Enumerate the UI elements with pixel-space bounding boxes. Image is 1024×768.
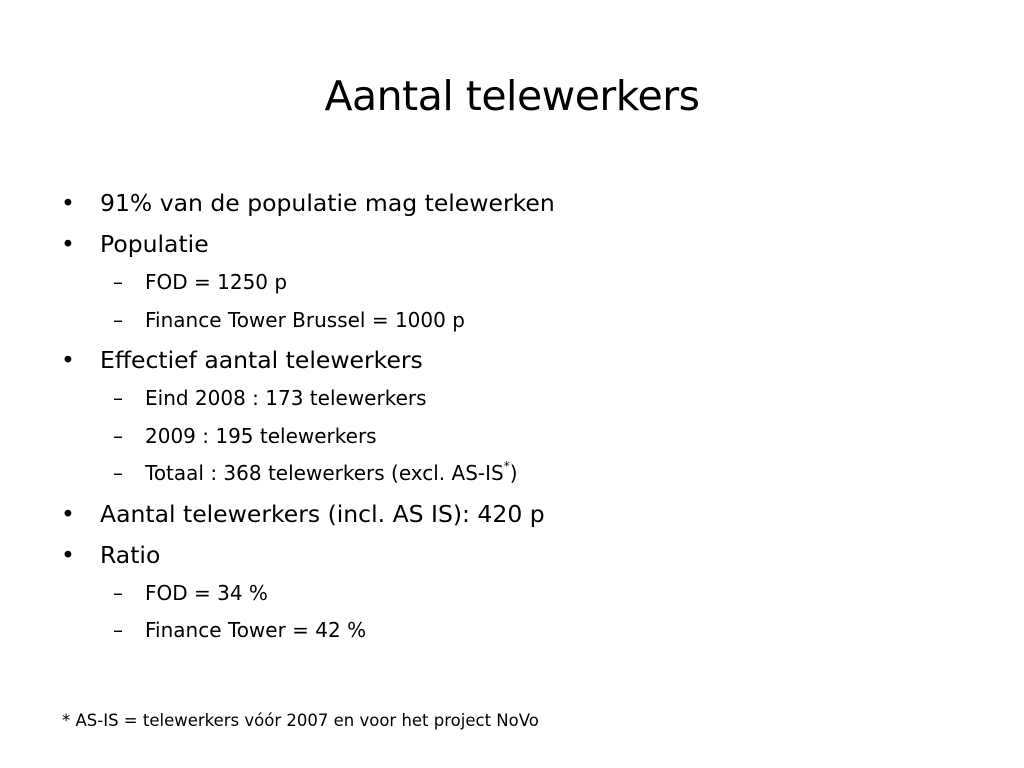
sub-item	[0, 615, 1024, 653]
bullet-marker: •	[61, 499, 75, 528]
sub-marker: –	[113, 580, 123, 605]
sub-item	[0, 305, 1024, 343]
sub-marker: –	[113, 423, 123, 448]
sub-item	[0, 421, 1024, 459]
bullet-marker: •	[61, 189, 75, 217]
sub-text: 2009 : 195 telewerkers	[145, 423, 377, 448]
sub-item	[0, 458, 1024, 496]
bullet-item	[0, 496, 1024, 537]
bullet-marker: •	[61, 230, 75, 258]
slide-title: Aantal telewerkers	[324, 72, 700, 120]
footnote-asterisk: *	[503, 459, 510, 474]
sub-text: FOD = 1250 p	[145, 270, 288, 294]
total-suffix: )	[509, 461, 518, 485]
total-prefix: Totaal : 368 telewerkers (excl. AS-IS	[145, 461, 504, 485]
bullet-item	[0, 342, 1024, 383]
sub-text: Eind 2008 : 173 telewerkers	[145, 386, 427, 410]
sub-marker: –	[113, 270, 123, 294]
bullet-list	[0, 185, 1024, 653]
bullet-text: Populatie	[100, 230, 209, 258]
bullet-text: Effectief aantal telewerkers	[100, 346, 423, 374]
sub-text: FOD = 34 %	[145, 580, 268, 605]
bullet-item	[0, 185, 1024, 226]
bullet-marker: •	[61, 346, 75, 374]
sub-marker: –	[113, 618, 123, 642]
sub-marker: –	[113, 386, 123, 410]
sub-item	[0, 578, 1024, 616]
bullet-item	[0, 537, 1024, 578]
sub-text-total	[145, 458, 518, 488]
sub-marker: –	[113, 307, 123, 332]
sub-marker: –	[113, 461, 123, 485]
sub-text: Finance Tower = 42 %	[145, 618, 367, 642]
bullet-text: Ratio	[100, 540, 161, 569]
sub-item	[0, 383, 1024, 421]
bullet-item	[0, 226, 1024, 267]
bullet-marker: •	[61, 540, 75, 569]
footnote: * AS-IS = telewerkers vóór 2007 en voor het project NoVo	[62, 711, 539, 730]
bullet-text: 91% van de populatie mag telewerken	[100, 189, 555, 217]
bullet-text: Aantal telewerkers (incl. AS IS): 420 p	[100, 499, 545, 528]
sub-item	[0, 267, 1024, 305]
sub-text: Finance Tower Brussel = 1000 p	[145, 307, 465, 332]
